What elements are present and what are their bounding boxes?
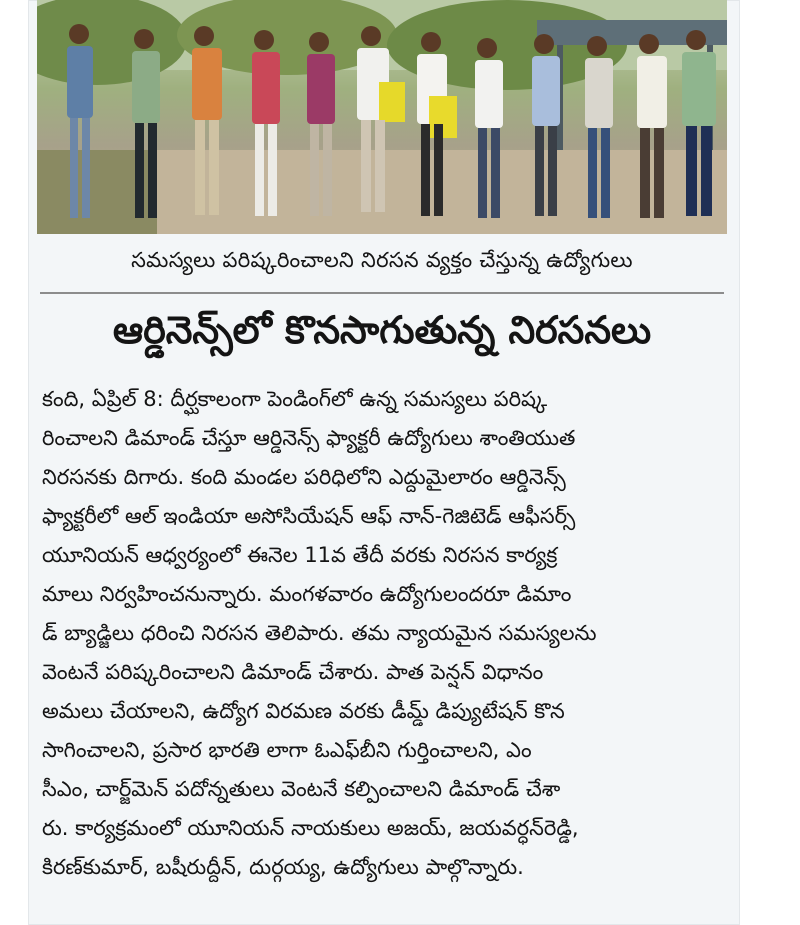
article-line: రు. కార్యక్రమంలో యూనియన్ నాయకులు అజయ్, జయవర్ధన్‌రెడ్డి, — [42, 816, 579, 840]
article-line: రించాలని డిమాండ్ చేస్తూ ఆర్డినెన్స్ ఫ్యాక్టరీ ఉద్యోగులు శాంతియుత — [42, 426, 576, 450]
article-line: కిరణ్‌కుమార్, బషీరుద్దీన్, దుర్గయ్య, ఉద్యోగులు పాల్గొన్నారు. — [42, 855, 524, 879]
article-line: వెంటనే పరిష్కరించాలని డిమాండ్ చేశారు. పాత పెన్షన్ విధానం — [42, 660, 544, 684]
headline: ఆర్డినెన్స్‌లో కొనసాగుతున్న నిరసనలు — [112, 308, 652, 352]
article-line: సీఎం, చార్జ్‌మెన్ పదోన్నతులు వెంటనే కల్పించాలని డిమాండ్ చేశా — [42, 777, 561, 801]
article-body — [42, 380, 726, 887]
article-line: డ్ బ్యాడ్జిలు ధరించి నిరసన తెలిపారు. తమ న్యాయమైన సమస్యలను — [42, 621, 597, 645]
article-line: మాలు నిర్వహించనున్నారు. మంగళవారం ఉద్యోగులందరూ డిమాం — [42, 582, 572, 606]
news-photo — [37, 0, 727, 234]
photo-caption: సమస్యలు పరిష్కరించాలని నిరసన వ్యక్తం చేస్తున్న ఉద్యోగులు — [131, 248, 633, 272]
article-line: సాగించాలని, ప్రసార భారతి లాగా ఓఎఫ్‌బీని గుర్తించాలని, ఎం — [42, 738, 532, 762]
article-line: కంది, ఏప్రిల్ 8: దీర్ఘకాలంగా పెండింగ్‌లో ఉన్న సమస్యలు పరిష్క — [42, 387, 548, 411]
article-line: నిరసనకు దిగారు. కంది మండల పరిధిలోని ఎద్దుమైలారం ఆర్డినెన్స్ — [42, 465, 566, 489]
divider — [40, 292, 724, 294]
group-photo-icon — [37, 0, 727, 234]
article-line: అమలు చేయాలని, ఉద్యోగ విరమణ వరకు డీమ్డ్ డిప్యుటేషన్ కొన — [42, 699, 565, 723]
article-line: యూనియన్ ఆధ్వర్యంలో ఈనెల 11వ తేదీ వరకు నిరసన కార్యక్ర — [42, 543, 558, 567]
article-line: ఫ్యాక్టరీలో ఆల్ ఇండియా అసోసియేషన్ ఆఫ్ నాన్-గెజిటెడ్ ఆఫీసర్స్ — [42, 504, 576, 528]
